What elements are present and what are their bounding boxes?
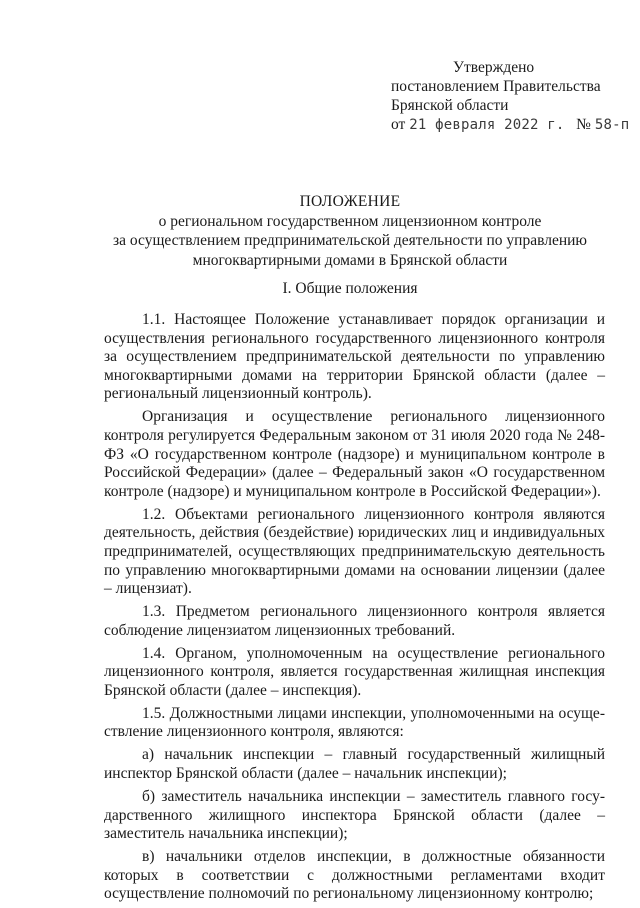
paragraph-1-5-a: а) начальник инспекции – главный государственный жилищный инспектор Брянской области (далее – начальник инспекции);: [104, 746, 605, 782]
approval-stamp: [391, 58, 640, 135]
approval-date-row: [391, 115, 640, 135]
paragraph-1-1: 1.1. Настоящее Положение устанавливает порядок организации и осуществления регионального государственного лицензионного контроля за осуществлением предпринимательской деятельности по управлению многоквартирными домами на территории Брянской области (далее – региональный лицензионный контроль).: [104, 311, 605, 403]
approval-number-prefix: №: [576, 116, 591, 133]
approval-date-value: 21 февраля 2022 г.: [409, 117, 565, 133]
section-heading: I. Общие положения: [282, 280, 418, 297]
document-title-line-1: о региональном государственном лицензионном контроле: [158, 212, 542, 230]
paragraph-1-1-cont: Организация и осуществление регионального лицензионного контроля регулируется Федеральным законом от 31 июля 2020 года № 248-ФЗ «О государственном контроле (надзоре) и муниципальном контроле в Российской Федерации» (далее – Федеральный закон «О государственном контроле (надзоре) и муниципальном контроле в Российской Федерации»).: [104, 408, 605, 500]
paragraph-1-4: 1.4. Органом, уполномоченным на осуществление регионального лицензионного контроля, является государственная жилищная инспекция Брянской области (далее – инспекция).: [104, 644, 605, 699]
document-title-block: [90, 192, 610, 270]
paragraph-1-3: 1.3. Предметом регионального лицензионного контроля является соблюдение лицензиатом лицензионных требований.: [104, 603, 605, 639]
paragraph-1-5: 1.5. Должностными лицами инспекции, уполномоченными на осуществление лицензионного контроля, являются:: [104, 704, 605, 741]
approval-line-1: постановлением Правительства: [391, 78, 601, 95]
document-body: [104, 311, 605, 908]
document-title-line-3: многоквартирными домами в Брянской области: [192, 251, 508, 269]
approval-line-2: Брянской области: [391, 97, 509, 114]
paragraph-1-2: 1.2. Объектами регионального лицензионного контроля являются деятельность, действия (бездействие) юридических лиц и индивидуальных предпринимателей, осуществляющих предпринимательскую деятельность по управлению многоквартирными домами на основании лицензии (далее – лицензиат).: [104, 505, 605, 598]
paragraph-1-5-v: в) начальники отделов инспекции, в должностные обязанности которых в соответствии с должностными регламентами входит осуществление полномочий по региональному лицензионному контролю;: [104, 848, 605, 903]
approval-number-value: 58-п: [594, 117, 630, 133]
paragraph-1-5-b: б) заместитель начальника инспекции – заместитель главного государственного жилищного инспектора Брянской области (далее – заместитель начальника инспекции);: [104, 787, 605, 843]
document-type: ПОЛОЖЕНИЕ: [299, 193, 401, 210]
approval-approved: Утверждено: [453, 59, 535, 76]
approval-date-prefix: от: [391, 116, 406, 133]
document-title-line-2: за осуществлением предпринимательской деятельности по управлению: [113, 232, 587, 249]
